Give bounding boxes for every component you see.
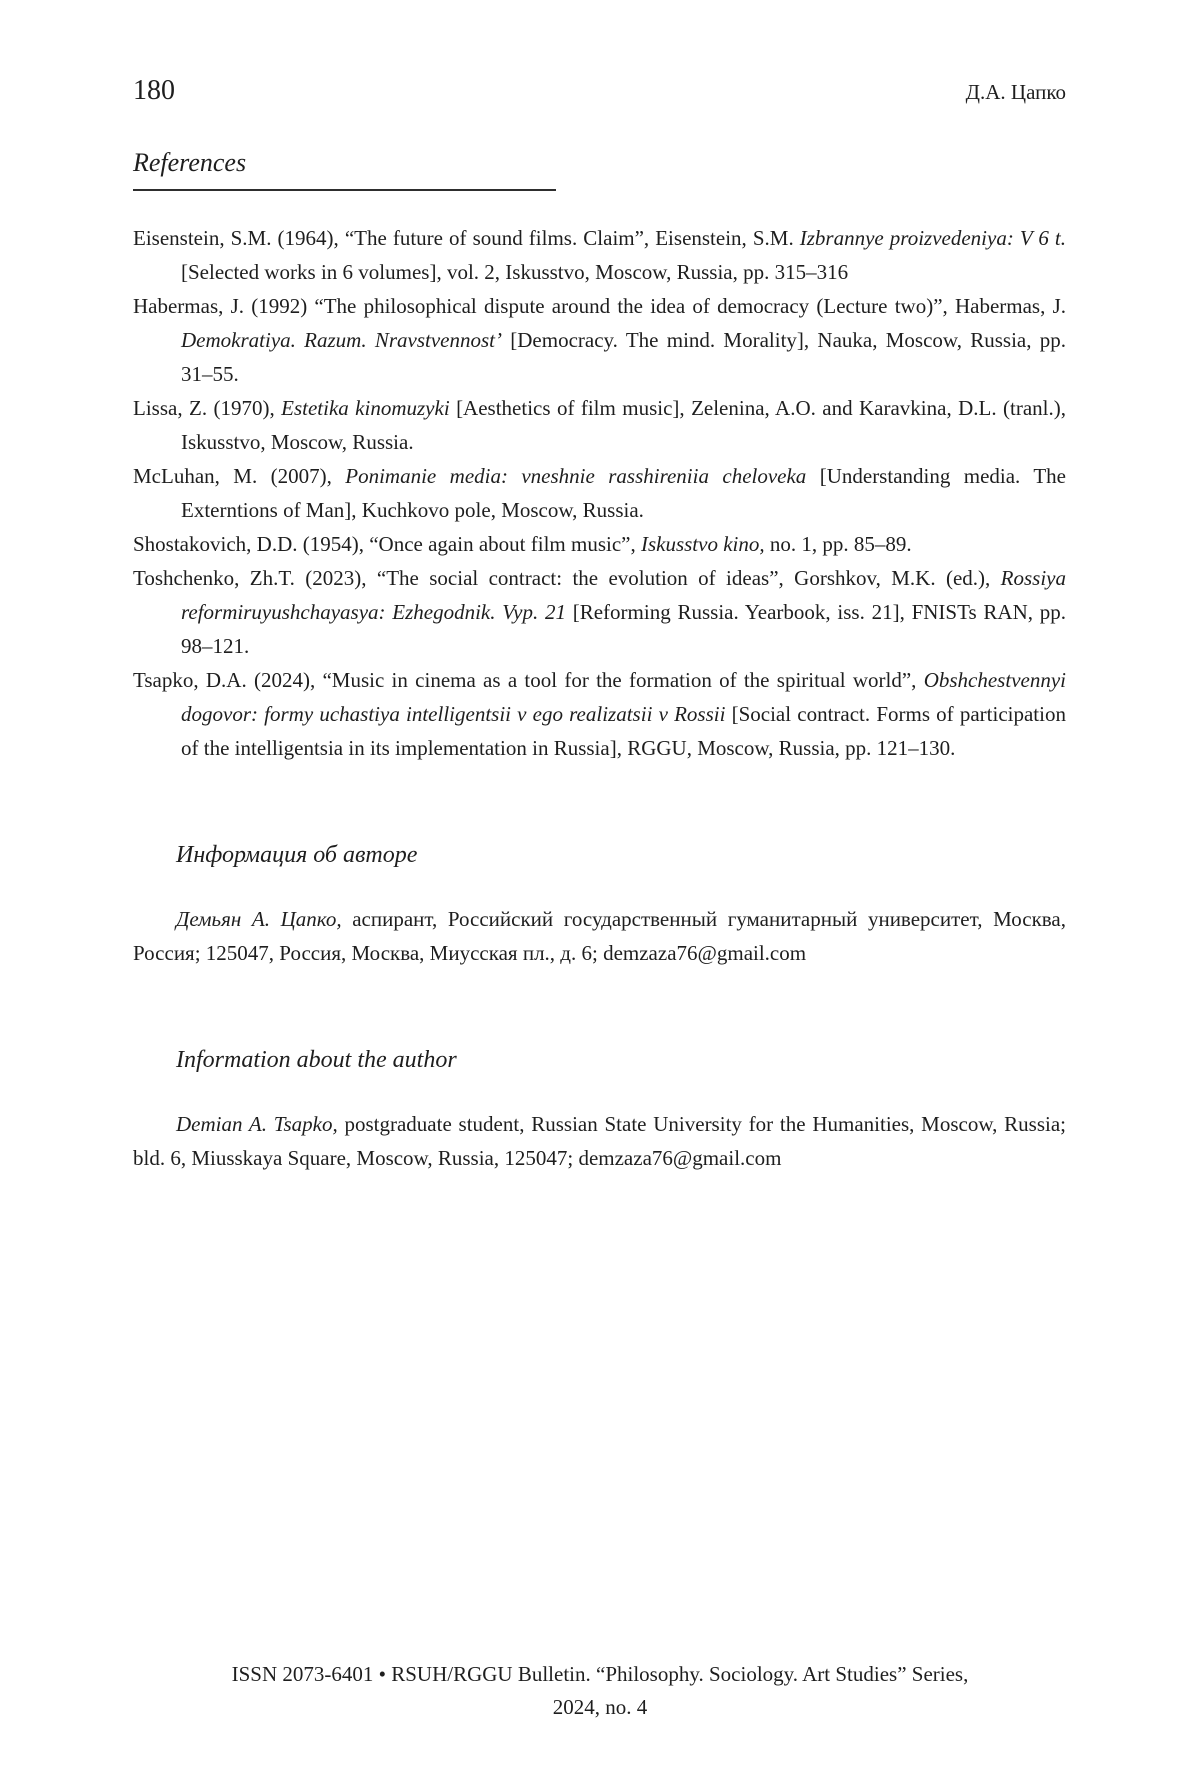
page-content xyxy=(133,0,1066,1175)
reference-entry: Habermas, J. (1992) “The philosophical dispute around the idea of democracy (Lecture two)”, Habermas, J. Demokratiya. Razum. Nravstvennost’ [Democracy. The mind. Morality], Nauka, Moscow, Russia, pp. 31–55. xyxy=(133,294,1067,386)
footer-issue-line: 2024, no. 4 xyxy=(552,1695,648,1719)
page-header xyxy=(133,0,1066,107)
reference-entry: Tsapko, D.A. (2024), “Music in cinema as a tool for the formation of the spiritual world”, Obshchestvennyi dogovor: formy uchastiya intelligentsii v ego realizatsii v Rossii [Social contract. Forms of participation of the intelligentsia in its implementation in Russia], RGGU, Moscow, Russia, pp. 121–130. xyxy=(133,668,1066,760)
author-info-ru-paragraph: Демьян А. Цапко, аспирант, Российский государственный гуманитарный университет, Москва, Россия; 125047, Россия, Москва, Миусская пл., д. 6; demzaza76@gmail.com xyxy=(133,907,1066,965)
reference-entry: McLuhan, M. (2007), Ponimanie media: vneshnie rasshireniia cheloveka [Understanding media. The Externtions of Man], Kuchkovo pole, Moscow, Russia. xyxy=(133,464,1066,522)
running-head-author: Д.А. Цапко xyxy=(965,80,1066,104)
footer-issn-line: ISSN 2073-6401 • RSUH/RGGU Bulletin. “Philosophy. Sociology. Art Studies” Series, xyxy=(231,1662,969,1686)
author-info-en-heading: Information about the author xyxy=(176,1047,457,1073)
references-heading: References xyxy=(133,147,556,191)
reference-entry: Shostakovich, D.D. (1954), “Once again about film music”, Iskusstvo kino, no. 1, pp. 85–89. xyxy=(133,532,912,556)
reference-entry: Lissa, Z. (1970), Estetika kinomuzyki [Aesthetics of film music], Zelenina, A.O. and Karavkina, D.L. (tranl.), Iskusstvo, Moscow, Russia. xyxy=(133,396,1066,454)
author-info-ru-heading: Информация об авторе xyxy=(176,842,418,868)
journal-footer xyxy=(0,1658,1200,1724)
reference-entry: Eisenstein, S.M. (1964), “The future of sound films. Claim”, Eisenstein, S.M. Izbrannye proizvedeniya: V 6 t. [Selected works in 6 volumes], vol. 2, Iskusstvo, Moscow, Russia, pp. 315–316 xyxy=(133,226,1067,284)
references-list xyxy=(133,221,1066,765)
author-info-en-paragraph: Demian A. Tsapko, postgraduate student, Russian State University for the Humanities, Moscow, Russia; bld. 6, Miusskaya Square, Moscow, Russia, 125047; demzaza76@gmail.com xyxy=(133,1112,1066,1170)
page-number: 180 xyxy=(133,75,175,106)
reference-entry: Toshchenko, Zh.T. (2023), “The social contract: the evolution of ideas”, Gorshkov, M.K. (ed.), Rossiya reformiruyushchayasya: Ezhegodnik. Vyp. 21 [Reforming Russia. Yearbook, iss. 21], FNISTs RAN, pp. 98–121. xyxy=(133,566,1066,658)
